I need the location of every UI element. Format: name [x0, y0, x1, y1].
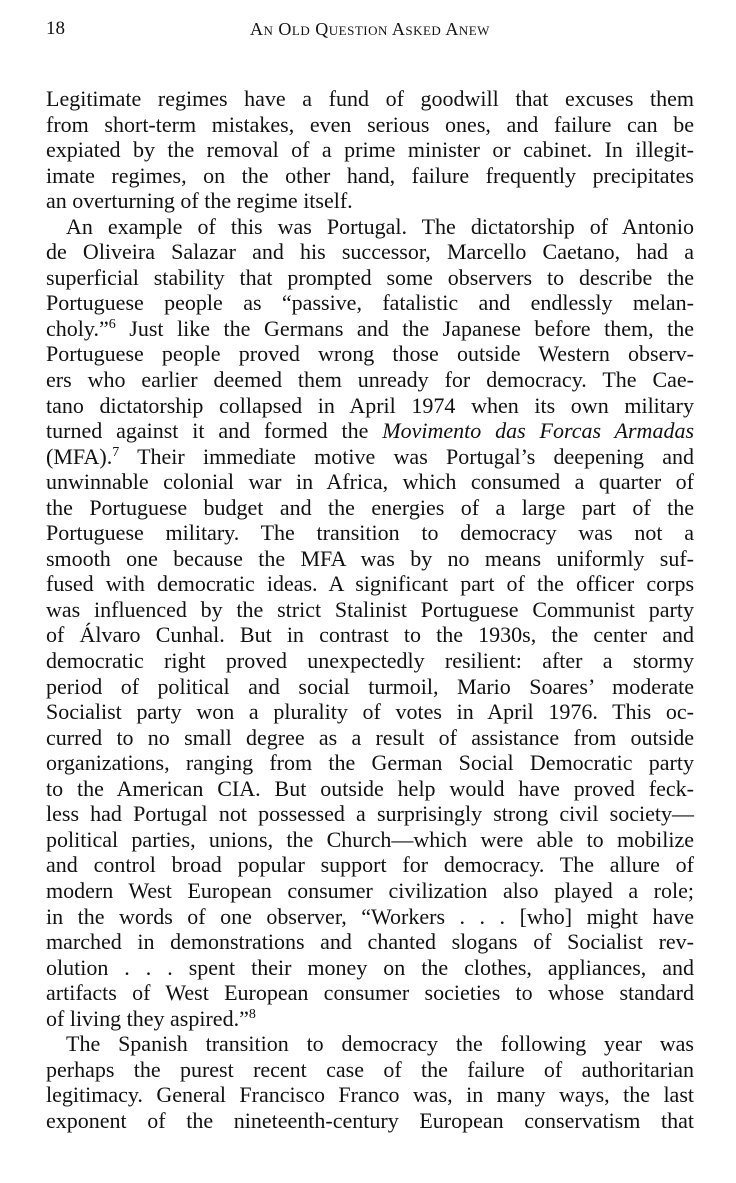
book-page: [46, 14, 694, 1133]
text-line: [46, 495, 694, 521]
text-line: [46, 1057, 694, 1083]
text-run: of living they aspired.”: [46, 1005, 249, 1031]
text-line: [46, 469, 694, 495]
footnote-marker: 7: [112, 444, 120, 460]
text-run: the Portuguese budget and the energies of a large part of the: [46, 494, 694, 520]
text-run: Just like the Germans and the Japanese before them, the: [115, 315, 694, 341]
text-run: ers who earlier deemed them unready for democracy. The Cae-: [46, 367, 694, 393]
text-run: period of political and social turmoil, Mario Soares’ moderate: [46, 673, 694, 699]
paragraph: [46, 1031, 694, 1133]
text-run: an overturning of the regime itself.: [46, 188, 353, 214]
text-line: [46, 827, 694, 853]
text-line: [46, 239, 694, 265]
text-line: [46, 316, 694, 342]
body-text: [46, 86, 694, 1133]
text-line: [46, 1031, 694, 1057]
paragraph: [46, 86, 694, 214]
text-run: perhaps the purest recent case of the failure of authoritarian: [46, 1056, 694, 1082]
text-line: [46, 188, 694, 214]
text-run: democratic right proved unexpectedly resilient: after a stormy: [46, 648, 694, 674]
text-run: legitimacy. General Francisco Franco was, in many ways, the last: [46, 1082, 694, 1108]
text-line: [46, 597, 694, 623]
text-run: Socialist party won a plurality of votes in April 1976. This oc-: [46, 699, 694, 725]
text-line: [46, 214, 694, 240]
text-run: artifacts of West European consumer societies to whose standard: [46, 980, 694, 1006]
text-run: less had Portugal not possessed a surprisingly strong civil society—: [46, 801, 694, 827]
text-line: [46, 341, 694, 367]
text-run: curred to no small degree as a result of assistance from outside: [46, 724, 694, 750]
footnote-marker: 6: [108, 316, 116, 332]
text-run: superficial stability that prompted some observers to describe the: [46, 264, 694, 290]
text-run: exponent of the nineteenth-century European conservatism that: [46, 1107, 694, 1133]
text-line: [46, 1082, 694, 1108]
text-line: [46, 520, 694, 546]
text-run: of Álvaro Cunhal. But in contrast to the 1930s, the center and: [46, 622, 694, 648]
text-run: Portuguese people as “passive, fatalistic and endlessly melan-: [46, 290, 694, 316]
text-run: turned against it and formed the: [46, 418, 383, 444]
text-run: marched in demonstrations and chanted slogans of Socialist rev-: [46, 929, 694, 955]
text-run: Portuguese people proved wrong those outside Western observ-: [46, 341, 694, 367]
text-line: [46, 367, 694, 393]
text-run: An example of this was Portugal. The dictatorship of Antonio: [66, 213, 694, 239]
text-line: [46, 418, 694, 444]
text-run: to the American CIA. But outside help would have proved feck-: [46, 775, 694, 801]
text-run: de Oliveira Salazar and his successor, Marcello Caetano, had a: [46, 239, 694, 265]
text-line: [46, 163, 694, 189]
italic-text: Movimento das Forcas Armadas: [382, 418, 695, 444]
running-title: An Old Question Asked Anew: [250, 19, 490, 39]
text-run: fused with democratic ideas. A significant part of the officer corps: [46, 571, 694, 597]
text-line: [46, 725, 694, 751]
text-run: from short-term mistakes, even serious ones, and failure can be: [46, 111, 694, 137]
page-number: 18: [46, 18, 65, 39]
text-run: olution . . . spent their money on the clothes, appliances, and: [46, 954, 694, 980]
text-run: and control broad popular support for democracy. The allure of: [46, 852, 694, 878]
text-line: [46, 852, 694, 878]
text-run: unwinnable colonial war in Africa, which consumed a quarter of: [46, 469, 694, 495]
text-run: smooth one because the MFA was by no means uniformly suf-: [46, 545, 694, 571]
text-line: [46, 112, 694, 138]
text-run: tano dictatorship collapsed in April 1974 when its own military: [46, 392, 694, 418]
text-line: [46, 86, 694, 112]
text-line: [46, 571, 694, 597]
text-run: in the words of one observer, “Workers . . . [who] might have: [46, 903, 694, 929]
text-line: [46, 290, 694, 316]
text-line: [46, 904, 694, 930]
text-line: [46, 444, 694, 470]
text-line: [46, 1006, 694, 1032]
text-line: [46, 776, 694, 802]
text-line: [46, 980, 694, 1006]
text-run: The Spanish transition to democracy the following year was: [66, 1031, 694, 1057]
paragraph: [46, 214, 694, 1032]
text-line: [46, 699, 694, 725]
text-run: expiated by the removal of a prime minister or cabinet. In illegit-: [46, 137, 694, 163]
text-run: organizations, ranging from the German Social Democratic party: [46, 750, 694, 776]
text-line: [46, 674, 694, 700]
text-run: choly.”: [46, 315, 109, 341]
text-run: Portuguese military. The transition to democracy was not a: [46, 520, 694, 546]
text-run: Their immediate motive was Portugal’s deepening and: [119, 443, 694, 469]
text-line: [46, 750, 694, 776]
text-run: modern West European consumer civilization also played a role;: [46, 877, 694, 903]
text-run: Legitimate regimes have a fund of goodwill that excuses them: [46, 86, 694, 111]
running-head: [46, 14, 694, 44]
text-run: political parties, unions, the Church—which were able to mobilize: [46, 826, 694, 852]
footnote-marker: 8: [248, 1006, 256, 1022]
text-line: [46, 955, 694, 981]
text-line: [46, 929, 694, 955]
text-line: [46, 801, 694, 827]
text-run: imate regimes, on the other hand, failure frequently precipitates: [46, 162, 694, 188]
text-line: [46, 393, 694, 419]
text-line: [46, 137, 694, 163]
text-line: [46, 546, 694, 572]
text-line: [46, 648, 694, 674]
text-line: [46, 1108, 694, 1134]
text-line: [46, 878, 694, 904]
text-run: was influenced by the strict Stalinist Portuguese Communist party: [46, 596, 694, 622]
text-line: [46, 265, 694, 291]
text-line: [46, 622, 694, 648]
text-run: (MFA).: [46, 443, 113, 469]
